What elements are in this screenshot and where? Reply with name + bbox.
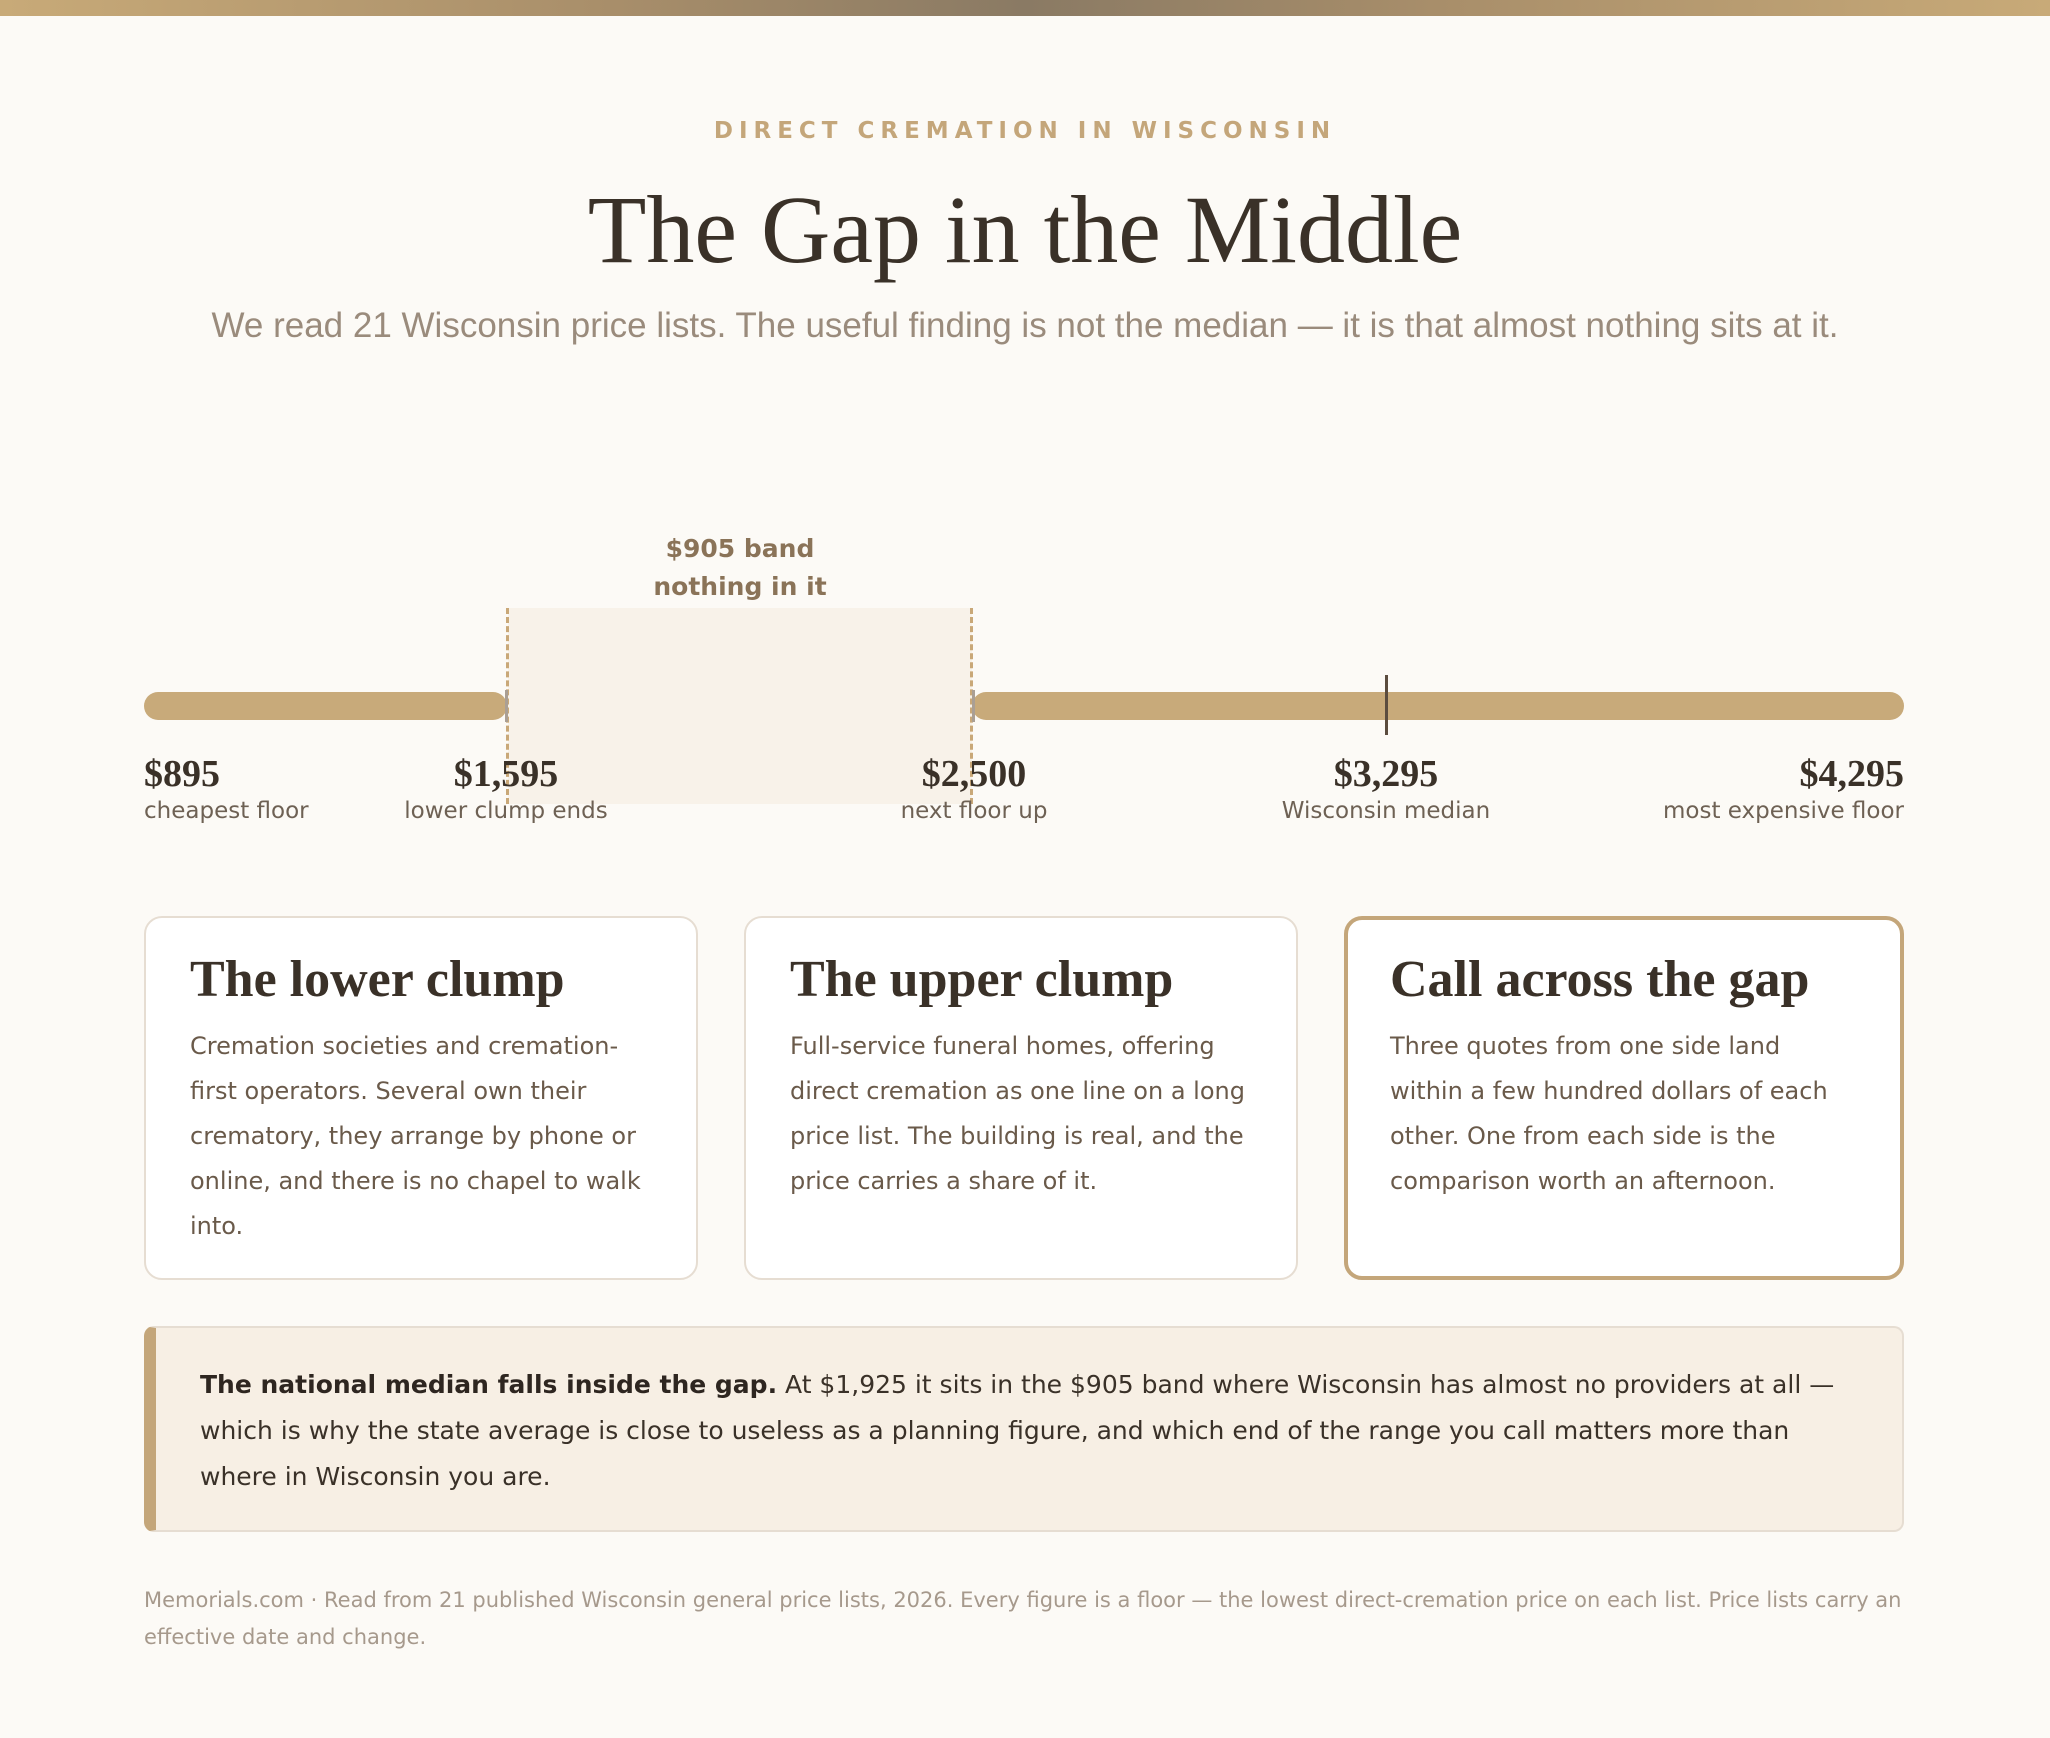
marker-price: $895 [144,753,220,795]
source-footnote: Memorials.com · Read from 21 published Wisconsin general price lists, 2026. Every figure is a floor — the lowest direct-cremation price on each list. Price lists carry an effective date and change. [144,1588,1902,1649]
page-subtitle: We read 21 Wisconsin price lists. The useful finding is not the median — it is that almost nothing sits at it. [211,306,1839,345]
card-title: The lower clump [190,951,565,1008]
marker-price: $4,295 [1799,753,1904,795]
median-tick [1385,675,1388,735]
lower-clump-bar [144,692,507,720]
upper-clump-bar [972,692,1904,720]
marker-caption: cheapest floor [144,798,309,824]
marker-caption: lower clump ends [404,798,608,824]
marker-lower-clump-ends [404,752,607,826]
marker-most-expensive-floor [1663,752,1904,826]
card-call-across-gap [1344,916,1904,1280]
next-floor-tick [972,690,975,722]
marker-wisconsin-median [1282,752,1490,826]
gap-band-label-line2: nothing in it [653,572,827,601]
marker-cheapest-floor [144,752,309,826]
page-title: The Gap in the Middle [587,176,1463,283]
marker-caption: most expensive floor [1662,798,1904,824]
marker-price: $1,595 [453,753,559,795]
price-scale [0,0,2050,860]
card-title: The upper clump [790,951,1174,1008]
card-body: Full-service funeral homes, offering direct cremation as one line on a long price list. The building is real, and the price carries a share of it. [790,1032,1245,1195]
gap-band-label [590,530,890,606]
marker-next-floor-up [901,752,1048,826]
card-body: Three quotes from one side land within a few hundred dollars of each other. One from each side is the comparison worth an afternoon. [1390,1032,1828,1195]
lower-clump-end-tick [505,690,508,722]
marker-caption: Wisconsin median [1281,798,1491,824]
card-body: Cremation societies and cremation-first operators. Several own their crematory, they arrange by phone or online, and there is no chapel to walk into. [190,1032,641,1240]
callout-body: At $1,925 it sits in the $905 band where Wisconsin has almost no providers at all — which is why the state average is close to useless as a planning figure, and which end of the range you call matters more than where in Wisconsin you are. [200,1370,1835,1491]
card-title: Call across the gap [1390,951,1810,1008]
national-median-callout [144,1326,1904,1532]
marker-caption: next floor up [900,798,1048,824]
marker-price: $3,295 [1333,753,1439,795]
card-lower-clump [144,916,698,1280]
callout-lead: The national median falls inside the gap. [200,1370,778,1399]
card-upper-clump [744,916,1298,1280]
eyebrow-label: DIRECT CREMATION IN WISCONSIN [713,118,1337,144]
marker-price: $2,500 [921,753,1027,795]
gap-band-label-line1: $905 band [665,534,815,563]
